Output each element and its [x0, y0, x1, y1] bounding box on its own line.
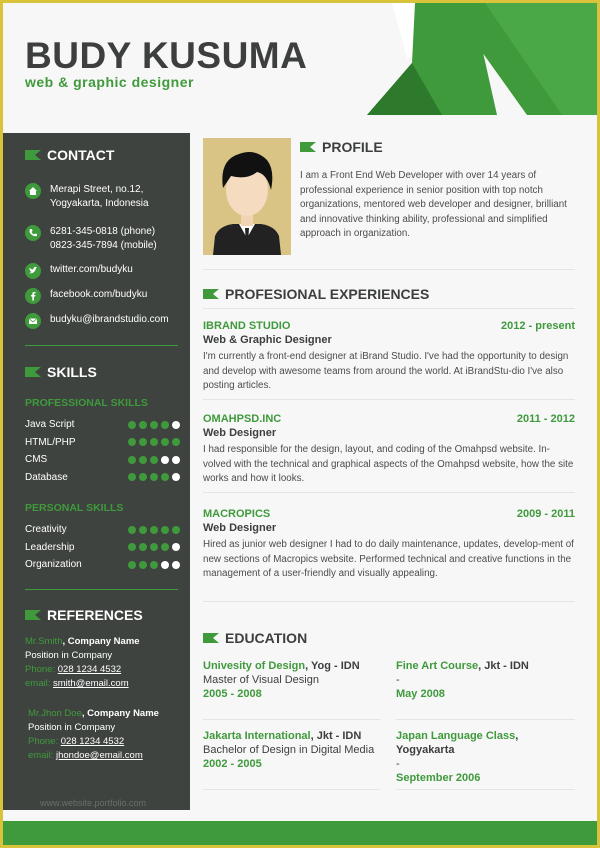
skill-rating [128, 543, 180, 551]
rating-dot [172, 438, 180, 446]
skill-name: CMS [25, 454, 48, 465]
flag-icon [25, 367, 41, 377]
personal-skills-title: PERSONAL SKILLS [25, 502, 124, 514]
skill-row [25, 472, 180, 483]
mail-icon [25, 313, 41, 329]
reference-email[interactable]: smith@email.com [52, 678, 129, 689]
job-company: OMAHPSD.INC [203, 413, 282, 425]
rating-dot [150, 473, 158, 481]
avatar-illustration [203, 138, 291, 255]
school-place: , Yogyakarta [396, 730, 519, 756]
reference-name: Mr.Jhon Doe [28, 708, 82, 719]
phone-label: Phone: [28, 736, 61, 747]
rating-dot [150, 456, 158, 464]
sidebar-divider [25, 589, 178, 590]
rating-dot [161, 473, 169, 481]
reference-2 [28, 707, 159, 763]
rating-dot [139, 456, 147, 464]
job-date: 2011 - 2012 [516, 413, 575, 425]
rating-dot [128, 543, 136, 551]
job-divider [203, 399, 575, 400]
education-heading [203, 630, 307, 646]
twitter-icon [25, 263, 41, 279]
rating-dot [161, 421, 169, 429]
education-date: May 2008 [396, 688, 445, 700]
rating-dot [128, 438, 136, 446]
skill-row [25, 524, 180, 535]
contact-twitter [25, 263, 133, 279]
education-item [203, 729, 383, 771]
rating-dot [139, 473, 147, 481]
rating-dot [161, 561, 169, 569]
job-date: 2012 - present [501, 320, 575, 332]
twitter-link[interactable]: twitter.com/budyku [50, 264, 133, 275]
skills-title: SKILLS [47, 364, 97, 380]
school-name: Japan Language Class [396, 730, 516, 742]
rating-dot [150, 543, 158, 551]
reference-email[interactable]: jhondoe@email.com [55, 750, 143, 761]
resume-page [3, 3, 597, 845]
home-icon [25, 183, 41, 199]
rating-dot [150, 438, 158, 446]
rating-dot [172, 456, 180, 464]
email-label: email: [25, 678, 53, 689]
education-divider [396, 719, 575, 720]
job-role: Web Designer [203, 427, 277, 439]
skill-row [25, 419, 180, 430]
school-place: , Yog - IDN [305, 660, 360, 672]
skill-rating [128, 438, 180, 446]
school-name: Fine Art Course [396, 660, 479, 672]
rating-dot [161, 438, 169, 446]
job-divider [203, 492, 575, 493]
job-company: IBRAND STUDIO [203, 320, 291, 332]
profile-photo [203, 138, 291, 255]
reference-1 [25, 635, 140, 691]
flag-icon [25, 150, 41, 160]
skill-name: Organization [25, 559, 82, 570]
rating-dot [139, 526, 147, 534]
resume-name: BUDY KUSUMA [25, 35, 308, 76]
skill-rating [128, 473, 180, 481]
education-item [203, 659, 383, 701]
skill-row [25, 542, 180, 553]
corner-decoration [367, 3, 597, 115]
education-title: EDUCATION [225, 630, 308, 646]
footer-bar [3, 821, 597, 845]
reference-phone[interactable]: 028 1234 4532 [57, 664, 122, 675]
rating-dot [150, 421, 158, 429]
professional-skills-title: PROFESSIONAL SKILLS [25, 397, 148, 409]
skills-heading [25, 364, 97, 380]
section-divider [203, 601, 575, 602]
job-description: I'm currently a front-end designer at iBrand Studio. I've had the opportunity to design and develop with awesome teams from around the world. At iBrandStu-dio I've also posting articles. [203, 351, 569, 391]
job-description: I had responsible for the design, layout, and coding of the Omahpsd website. In-volved with the technical and graphical aspects of the Omahpsd website, how the site works and how it looks. [203, 444, 574, 484]
skill-name: HTML/PHP [25, 436, 76, 448]
reference-position: Position in Company [25, 650, 113, 661]
email-link[interactable]: budyku@ibrandstudio.com [50, 314, 169, 325]
rating-dot [172, 561, 180, 569]
school-place: , Jkt - IDN [478, 660, 529, 672]
phone-icon [25, 225, 41, 241]
reference-phone[interactable]: 028 1234 4532 [60, 736, 125, 747]
degree: - [396, 758, 400, 770]
facebook-icon [25, 288, 41, 304]
education-divider [396, 789, 575, 790]
rating-dot [128, 526, 136, 534]
contact-heading [25, 147, 114, 163]
profile-title: PROFILE [322, 139, 383, 155]
contact-phone [25, 225, 157, 253]
address-line-1: Merapi Street, no.12, [50, 184, 144, 195]
rating-dot [128, 421, 136, 429]
profile-heading [300, 139, 383, 155]
education-divider [203, 789, 380, 790]
education-item [396, 659, 576, 701]
skill-rating [128, 526, 180, 534]
address-line-2: Yogyakarta, Indonesia [50, 198, 149, 209]
reference-name: Mr.Smith [25, 636, 63, 647]
rating-dot [161, 526, 169, 534]
flag-icon [203, 289, 219, 299]
reference-company: , Company Name [81, 708, 159, 719]
rating-dot [172, 421, 180, 429]
degree: Master of Visual Design [203, 674, 319, 686]
school-name: Jakarta International [203, 730, 311, 742]
rating-dot [161, 456, 169, 464]
reference-company: , Company Name [62, 636, 140, 647]
experience-title: PROFESIONAL EXPERIENCES [225, 286, 430, 302]
skill-row [25, 454, 180, 465]
flag-icon [300, 142, 316, 152]
rating-dot [128, 456, 136, 464]
skill-name: Creativity [25, 524, 67, 535]
contact-facebook [25, 288, 147, 304]
rating-dot [150, 526, 158, 534]
job-description: Hired as junior web designer I had to do daily maintenance, updates, develop-ment of new sections of Macropics website. Performed technical and creative functions in the management of a user-friendly and visually appealing. [203, 539, 574, 579]
contact-email [25, 313, 169, 329]
phone-label: Phone: [25, 664, 58, 675]
rating-dot [139, 421, 147, 429]
website-text: www.website.portfolio.com [40, 798, 147, 808]
phone-number[interactable]: 6281-345-0818 (phone) [50, 226, 156, 237]
references-heading [25, 607, 143, 623]
school-place: , Jkt - IDN [310, 730, 362, 742]
rating-dot [128, 561, 136, 569]
rating-dot [139, 543, 147, 551]
job-role: Web & Graphic Designer [203, 334, 332, 346]
skill-row [25, 559, 180, 570]
flag-icon [203, 633, 219, 643]
rating-dot [128, 473, 136, 481]
contact-title: CONTACT [47, 147, 115, 163]
education-date: 2005 - 2008 [203, 688, 262, 700]
rating-dot [172, 526, 180, 534]
rating-dot [139, 561, 147, 569]
education-item [396, 729, 576, 785]
skill-name: Java Script [25, 419, 75, 430]
education-date: 2002 - 2005 [203, 758, 262, 770]
section-divider [203, 269, 575, 270]
reference-position: Position in Company [28, 722, 116, 733]
job-role: Web Designer [203, 522, 277, 534]
profile-text: I am a Front End Web Developer with over 14 years of professional experience in senior position with top notch organizations, mentored web developer and designer, brilliant and innovative thinking ability, professional and simplified approach in organization. [300, 170, 567, 239]
degree: Bachelor of Design in Digital Media [203, 744, 375, 756]
references-title: REFERENCES [47, 607, 143, 623]
degree: - [396, 674, 400, 686]
skill-rating [128, 421, 180, 429]
contact-address [25, 183, 149, 211]
skill-rating [128, 456, 180, 464]
facebook-link[interactable]: facebook.com/budyku [50, 289, 148, 300]
rating-dot [172, 473, 180, 481]
education-date: September 2006 [396, 772, 481, 784]
skill-rating [128, 561, 180, 569]
experience-heading [203, 286, 429, 302]
rating-dot [150, 561, 158, 569]
education-divider [203, 719, 380, 720]
resume-role: web & graphic designer [25, 74, 194, 90]
section-divider [203, 308, 575, 309]
skill-name: Database [25, 471, 68, 483]
sidebar [3, 133, 190, 810]
rating-dot [172, 543, 180, 551]
skill-row [25, 437, 180, 448]
job-date: 2009 - 2011 [516, 508, 575, 520]
school-name: Univesity of Design [203, 660, 306, 672]
rating-dot [139, 438, 147, 446]
sidebar-divider [25, 345, 178, 346]
rating-dot [161, 543, 169, 551]
job-company: MACROPICS [203, 508, 271, 520]
flag-icon [25, 610, 41, 620]
mobile-number[interactable]: 0823-345-7894 (mobile) [50, 240, 157, 251]
email-label: email: [28, 750, 56, 761]
skill-name: Leadership [25, 541, 75, 553]
